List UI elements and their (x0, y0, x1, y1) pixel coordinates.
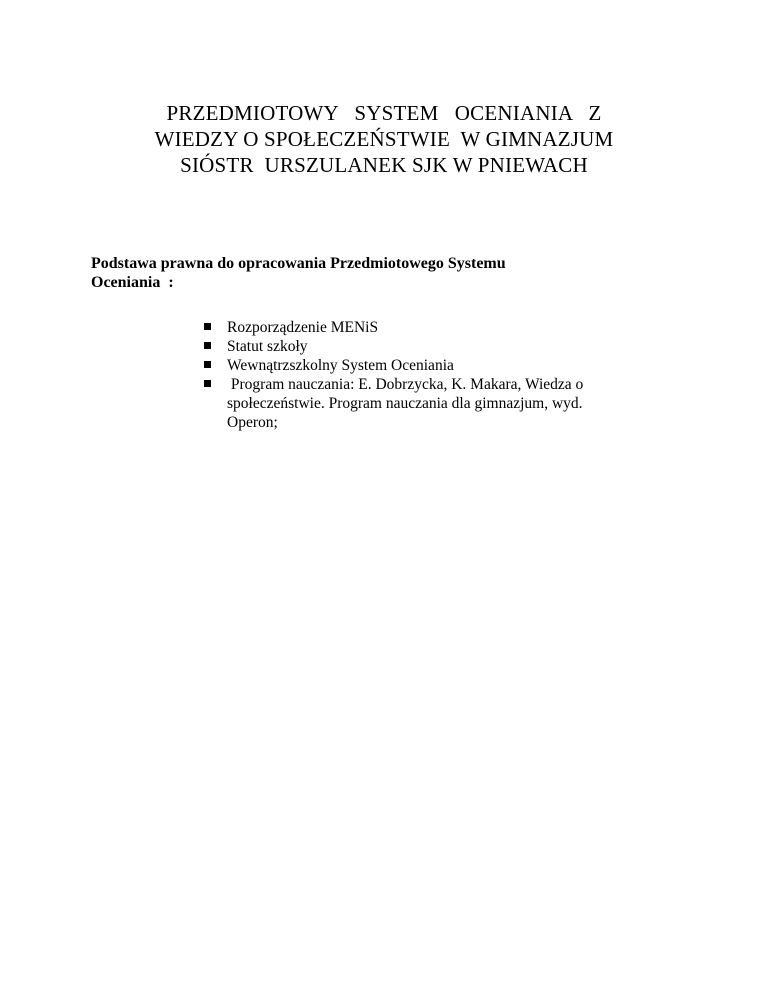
legal-basis-list (204, 318, 664, 432)
square-bullet-icon (204, 342, 211, 349)
square-bullet-icon (204, 380, 211, 387)
document-title (80, 100, 688, 178)
legal-basis-heading (91, 254, 651, 292)
list-item-text: Wewnątrzszkolny System Oceniania (227, 357, 454, 374)
list-item-text-line-1: Program nauczania: E. Dobrzycka, K. Makara, Wiedza o (227, 376, 584, 393)
square-bullet-icon (204, 323, 211, 330)
legal-basis-heading-line-2: Oceniania : (91, 274, 174, 291)
title-line-3: SIÓSTR URSZULANEK SJK W PNIEWACH (180, 153, 588, 178)
list-item (204, 356, 664, 375)
list-item-text: Statut szkoły (227, 338, 308, 355)
list-item (204, 337, 664, 356)
title-line-2: WIEDZY O SPOŁECZEŃSTWIE W GIMNAZJUM (154, 127, 614, 152)
list-item (204, 318, 664, 337)
legal-basis-heading-line-1: Podstawa prawna do opracowania Przedmiotowego Systemu (91, 255, 506, 272)
square-bullet-icon (204, 361, 211, 368)
list-item (204, 375, 664, 432)
title-line-1: PRZEDMIOTOWY SYSTEM OCENIANIA Z (166, 101, 602, 126)
list-item-text-line-2: społeczeństwie. Program nauczania dla gimnazjum, wyd. (227, 395, 583, 412)
list-item-text: Rozporządzenie MENiS (227, 319, 379, 336)
list-item-text-line-3: Operon; (227, 414, 278, 431)
